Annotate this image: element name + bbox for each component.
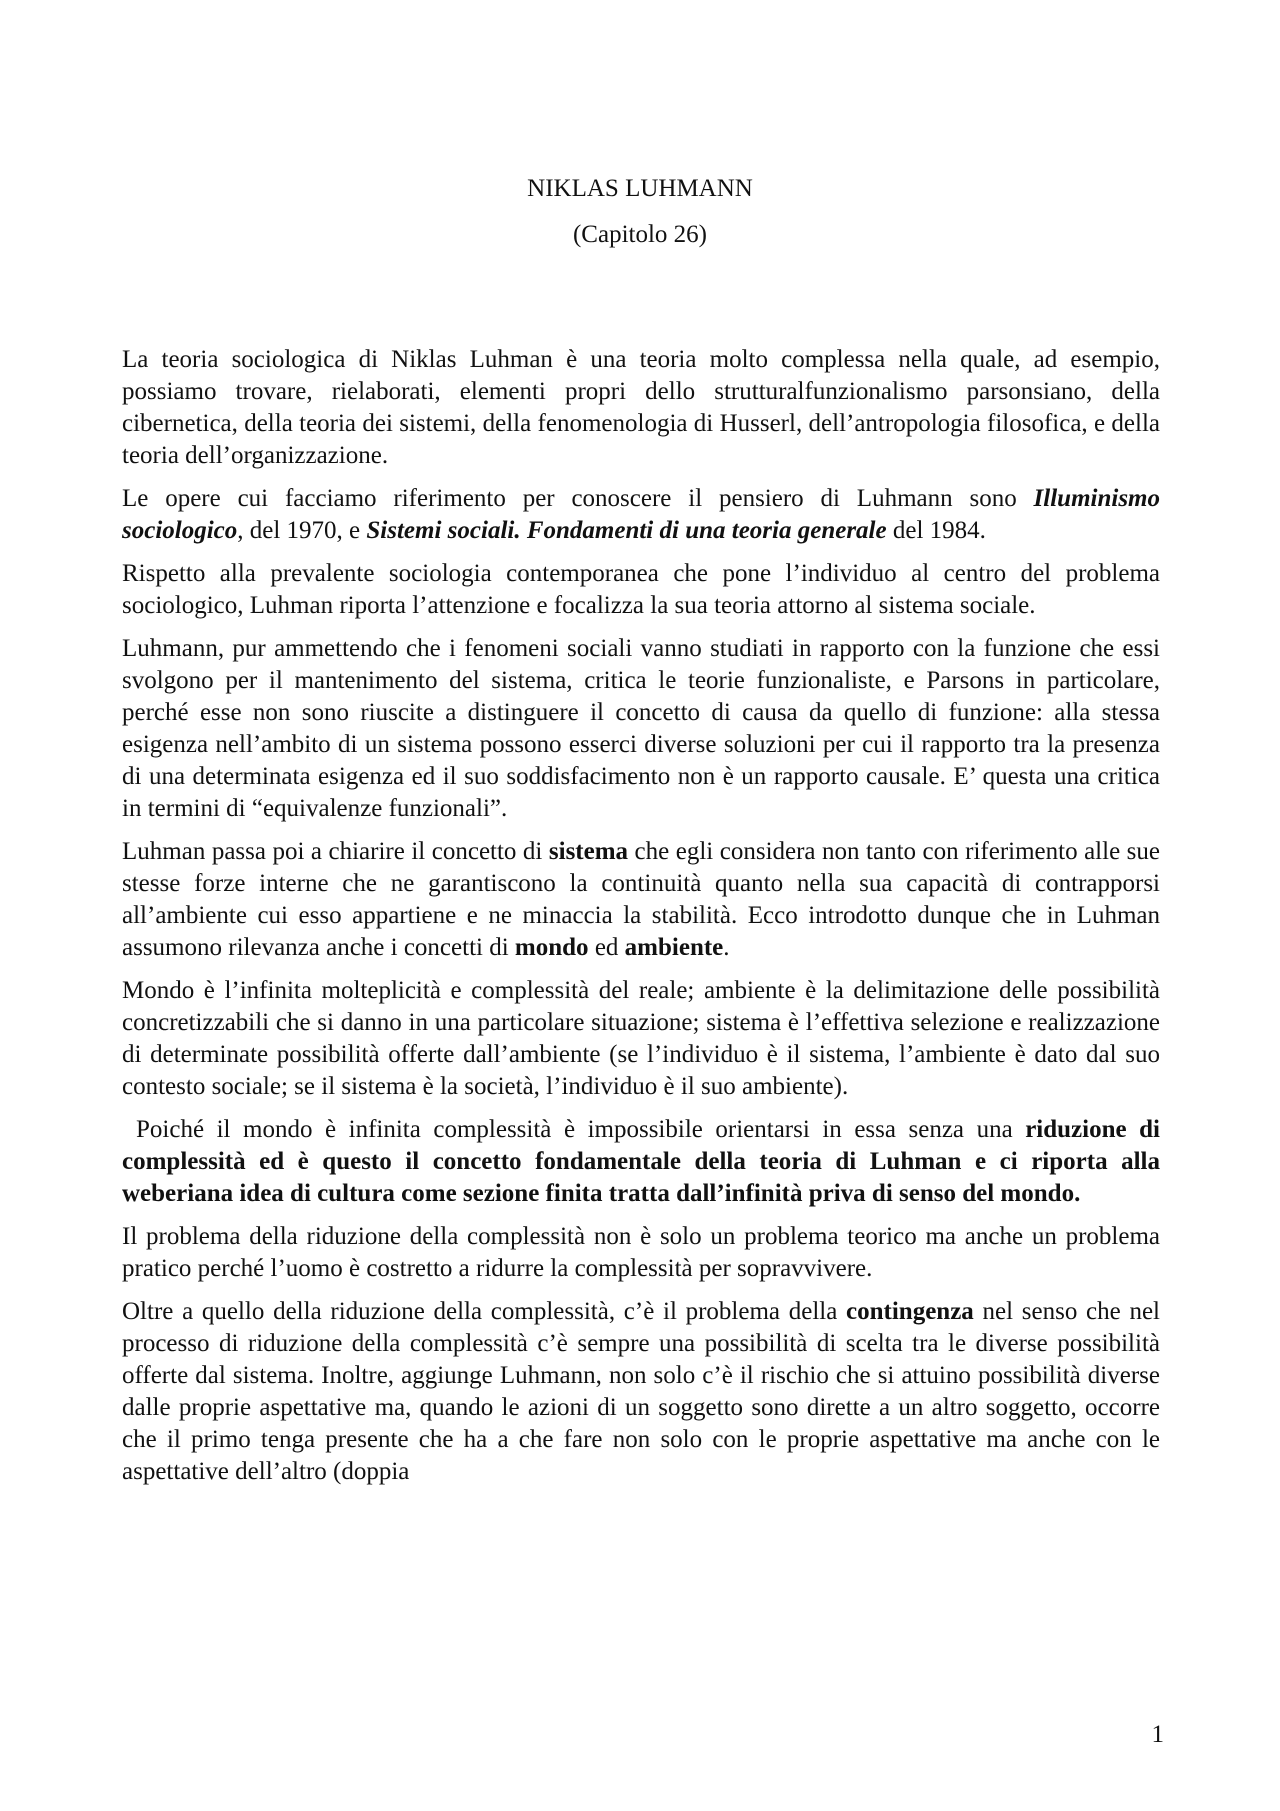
term-sistema: sistema — [548, 838, 629, 865]
term-ambiente: ambiente — [624, 934, 724, 961]
book-title-sistemi-sociali: Sistemi sociali. Fondamenti di una teoria generale — [366, 517, 887, 544]
paragraph-5-text-e: ed — [588, 934, 625, 961]
document-header — [0, 166, 1280, 258]
paragraph-2-text-a: Le opere cui facciamo riferimento per conoscere il pensiero di Luhmann sono — [122, 485, 1034, 512]
paragraph-4: Luhmann, pur ammettendo che i fenomeni sociali vanno studiati in rapporto con la funzione che essi svolgono per il mantenimento del sistema, critica le teorie funzionaliste, e Parsons in particolare, perché esse non sono riuscite a distinguere il concetto di causa da quello di funzione: alla stessa esigenza nell’ambito di un sistema possono esserci diverse soluzioni per cui il rapporto tra la presenza di una determinata esigenza ed il suo soddisfacimento non è un rapporto causale. E’ questa una critica in termini di “equivalenze funzionali”. — [122, 635, 1160, 822]
paragraph-5-text-c: che egli considera non tanto con riferimento alle sue stesse forze interne che ne garantiscono la continuità quanto nella sua capacità di contrapporsi all’ambiente cui esso appartiene e ne minaccia la stabilità. Ecco introdotto dunque che in Luhman assumono rilevanza anche i concetti di — [122, 838, 1160, 961]
document-title: NIKLAS LUHMANN — [527, 175, 753, 202]
paragraph-5-text-a: Luhman passa poi a chiarire il concetto di — [122, 838, 549, 865]
paragraph-8: Il problema della riduzione della complessità non è solo un problema teorico ma anche un problema pratico perché l’uomo è costretto a ridurre la complessità per sopravvivere. — [122, 1223, 1160, 1282]
paragraph-9-text-a: Oltre a quello della riduzione della complessità, c’è il problema della — [122, 1298, 847, 1325]
paragraph-9 — [122, 1296, 1160, 1488]
paragraph-3: Rispetto alla prevalente sociologia contemporanea che pone l’individuo al centro del problema sociologico, Luhman riporta l’attenzione e focalizza la sua teoria attorno al sistema sociale. — [122, 560, 1160, 619]
paragraph-1: La teoria sociologica di Niklas Luhman è una teoria molto complessa nella quale, ad esempio, possiamo trovare, rielaborati, elementi propri dello strutturalfunzionalismo parsonsiano, della cibernetica, della teoria dei sistemi, della fenomenologia di Husserl, dell’antropologia filosofica, e della teoria dell’organizzazione. — [122, 346, 1160, 469]
term-riduzione-di-complessita: riduzione di complessità ed è questo il concetto fondamentale della teoria di Luhman e ci riporta alla weberiana idea di cultura come sezione finita tratta dall’infinità priva di senso del mondo. — [122, 1116, 1160, 1207]
paragraph-9-text-c: nel senso che nel processo di riduzione della complessità c’è sempre una possibilità di scelta tra le diverse possibilità offerte dal sistema. Inoltre, aggiunge Luhmann, non solo c’è il rischio che si attuino possibilità diverse dalle proprie aspettative ma, quando le azioni di un soggetto sono dirette a un altro soggetto, occorre che il primo tenga presente che ha a che fare non solo con le proprie aspettative ma anche con le aspettative dell’altro (doppia — [122, 1298, 1160, 1485]
paragraph-2-text-e: del 1984. — [886, 517, 986, 544]
term-contingenza: contingenza — [846, 1298, 974, 1325]
paragraph-5-text-g: . — [723, 934, 730, 961]
document-subtitle: (Capitolo 26) — [572, 221, 707, 248]
term-mondo: mondo — [514, 934, 589, 961]
page-number: 1 — [1151, 1721, 1164, 1748]
paragraph-6: Mondo è l’infinita molteplicità e complessità del reale; ambiente è la delimitazione delle possibilità concretizzabili che si danno in una particolare situazione; sistema è l’effettiva selezione e realizzazione di determinate possibilità offerte dall’ambiente (se l’individuo è il sistema, l’ambiente è dato dal suo contesto sociale; se il sistema è la società, l’individuo è il suo ambiente). — [122, 977, 1160, 1100]
paragraph-7 — [122, 1114, 1160, 1210]
paragraph-2 — [122, 483, 1160, 547]
paragraph-5 — [122, 836, 1160, 964]
book-title-illuminismo-sociologico: Illuminismo sociologico — [122, 485, 1160, 544]
paragraph-2-text-c: , del 1970, e — [237, 517, 367, 544]
document-body — [122, 344, 1160, 1499]
paragraph-7-text-a: Poiché il mondo è infinita complessità è impossibile orientarsi in essa senza una — [136, 1116, 1026, 1143]
